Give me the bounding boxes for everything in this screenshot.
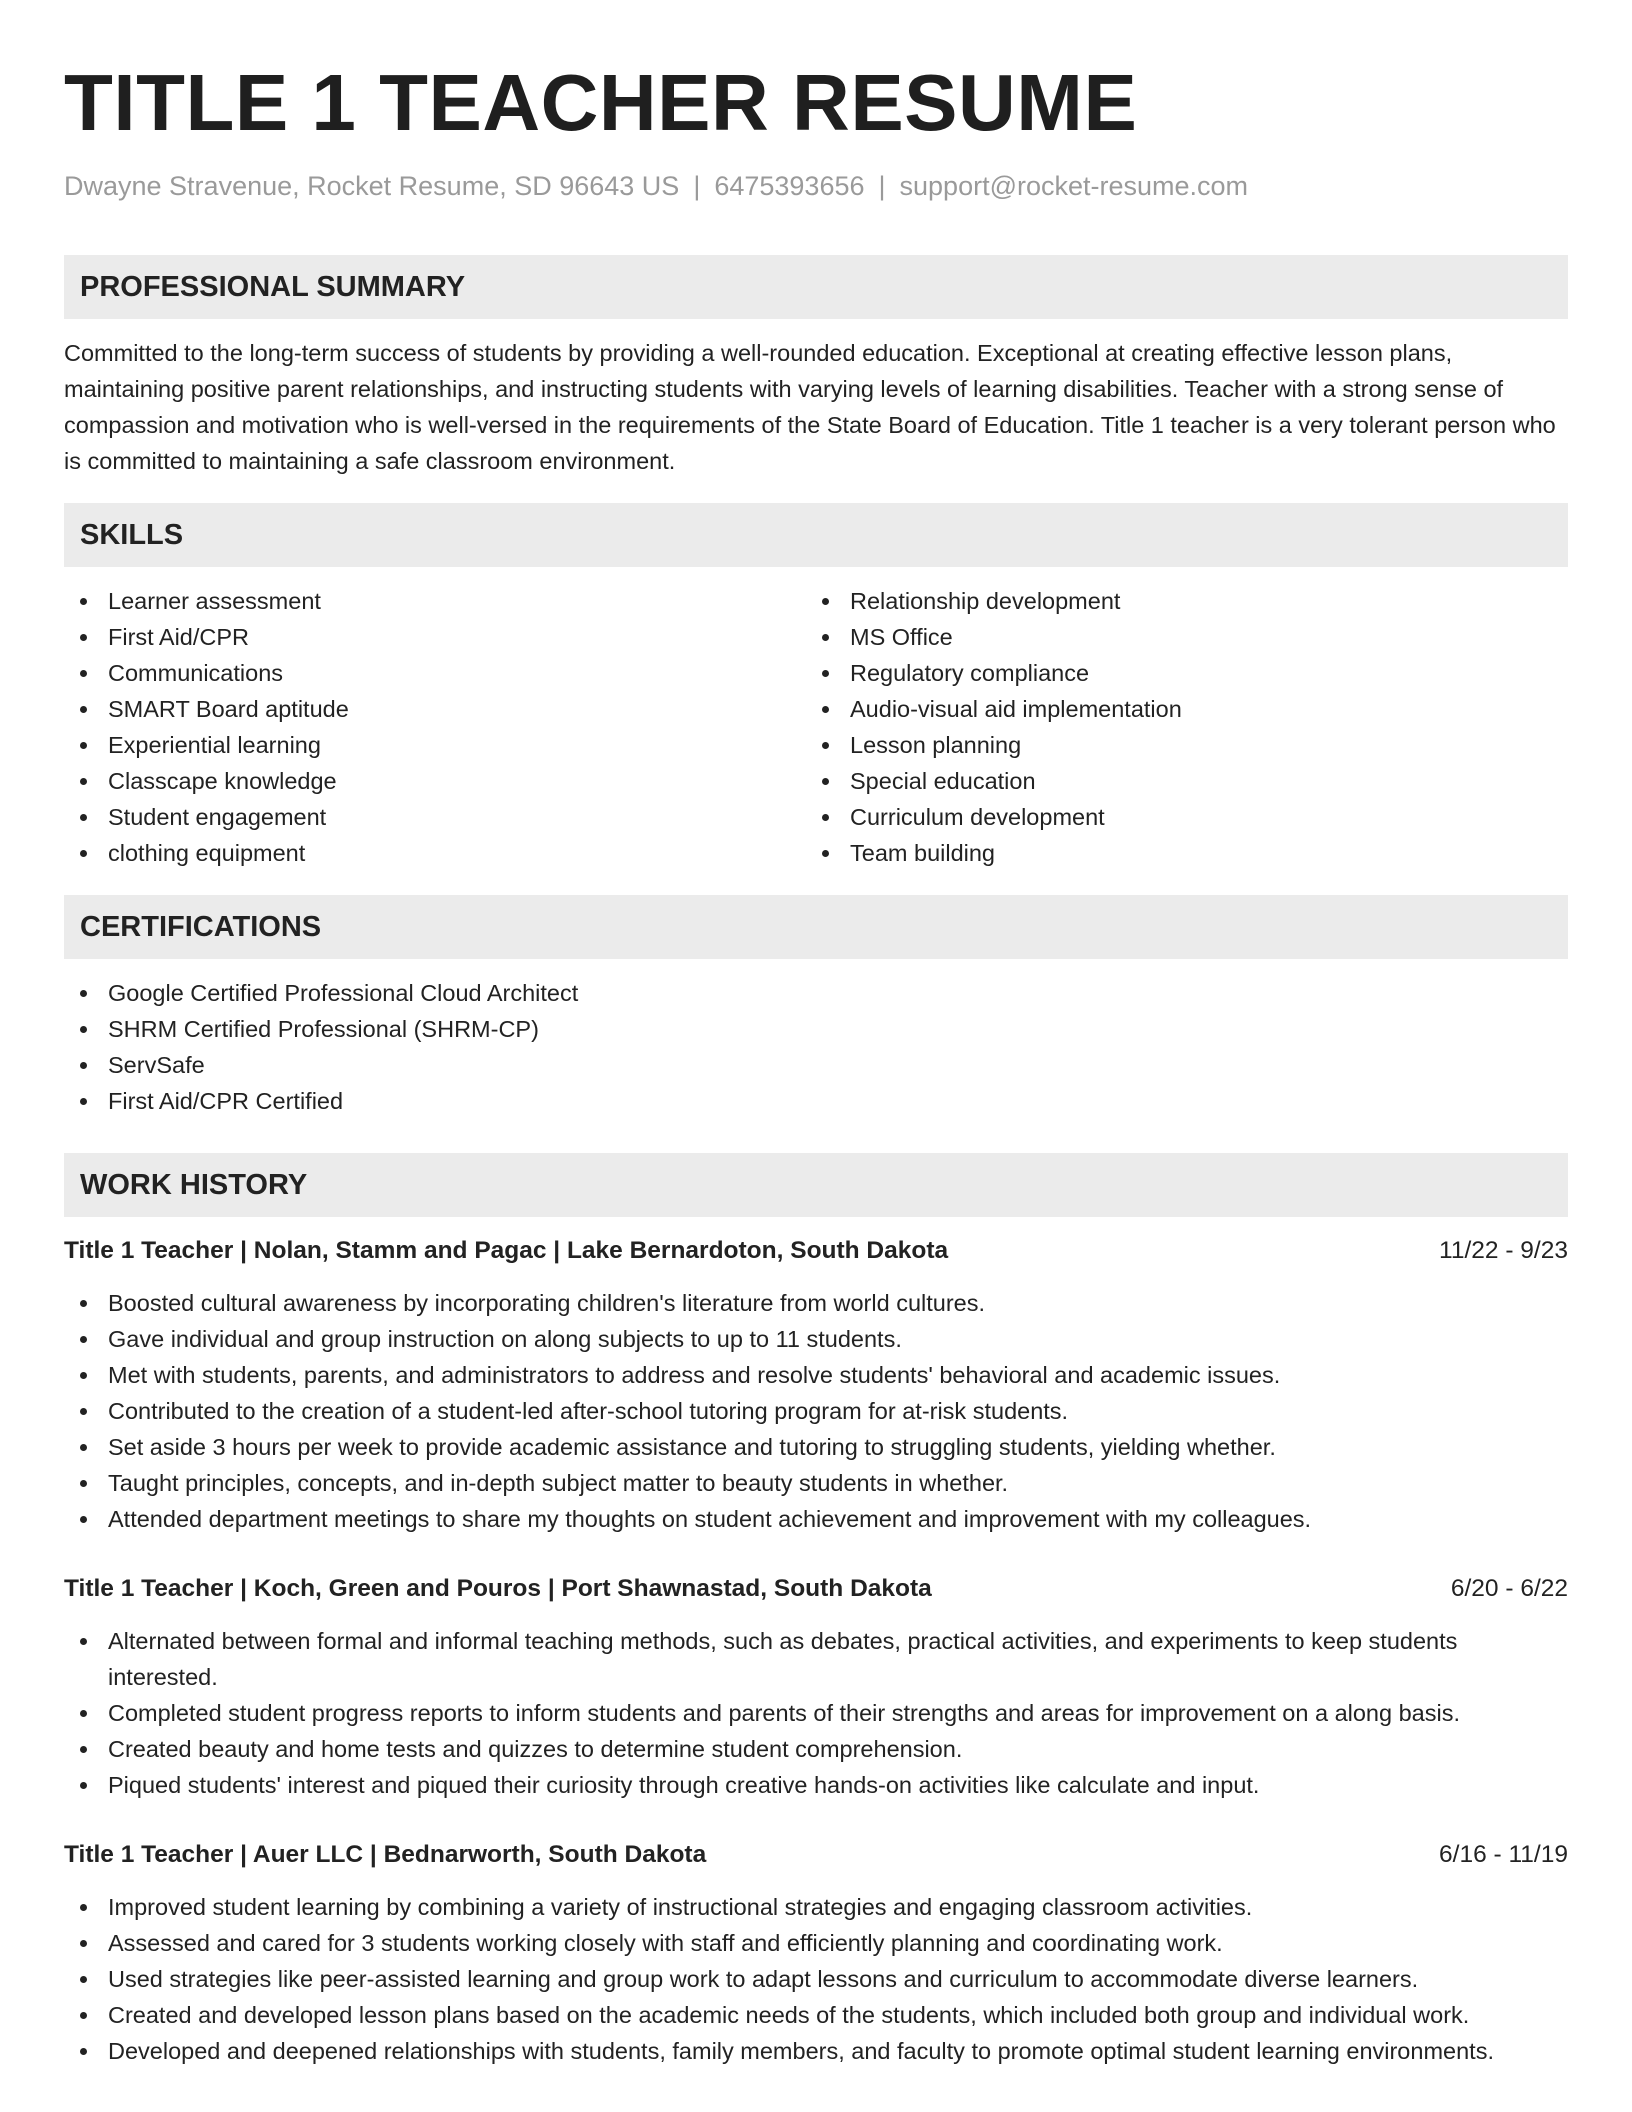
job-bullet: Assessed and cared for 3 students working closely with staff and efficiently planning and coordinating work.	[64, 1925, 1568, 1961]
job-dates: 6/16 - 11/19	[1439, 1841, 1568, 1868]
job-header	[64, 1233, 1568, 1269]
job-title-line: Title 1 Teacher | Auer LLC | Bednarworth, South Dakota	[64, 1841, 707, 1868]
job-bullet: Boosted cultural awareness by incorporating children's literature from world cultures.	[64, 1285, 1568, 1321]
job-dates: 6/20 - 6/22	[1450, 1575, 1568, 1602]
job-bullet-list	[64, 1889, 1568, 2069]
skill-item: MS Office	[806, 619, 1548, 655]
skill-item: First Aid/CPR	[64, 619, 806, 655]
job-bullet: Taught principles, concepts, and in-depth subject matter to beauty students in whether.	[64, 1465, 1568, 1501]
contact-line	[64, 168, 1568, 204]
skill-item: Learner assessment	[64, 583, 806, 619]
job-header	[64, 1571, 1568, 1607]
job-bullet: Alternated between formal and informal teaching methods, such as debates, practical activities, and experiments to keep students interested.	[64, 1623, 1568, 1695]
job-bullet: Contributed to the creation of a student-led after-school tutoring program for at-risk students.	[64, 1393, 1568, 1429]
skill-item: Relationship development	[806, 583, 1548, 619]
skills-column-left	[64, 583, 806, 871]
resume-page	[64, 0, 1568, 2069]
skill-item: Lesson planning	[806, 727, 1548, 763]
certification-item: First Aid/CPR Certified	[64, 1083, 1568, 1119]
job-bullet: Improved student learning by combining a variety of instructional strategies and engaging classroom activities.	[64, 1889, 1568, 1925]
job-bullet: Gave individual and group instruction on along subjects to up to 11 students.	[64, 1321, 1568, 1357]
skills-column-right	[806, 583, 1548, 871]
certification-item: Google Certified Professional Cloud Architect	[64, 975, 1568, 1011]
job-bullet: Attended department meetings to share my thoughts on student achievement and improvement with my colleagues.	[64, 1501, 1568, 1537]
job-bullet: Piqued students' interest and piqued their curiosity through creative hands-on activities like calculate and input.	[64, 1767, 1568, 1803]
certification-item: ServSafe	[64, 1047, 1568, 1083]
skill-item: Audio-visual aid implementation	[806, 691, 1548, 727]
skill-item: Classcape knowledge	[64, 763, 806, 799]
job-header	[64, 1837, 1568, 1873]
contact-phone: 6475393656	[714, 171, 865, 201]
contact-address: Dwayne Stravenue, Rocket Resume, SD 96643 US	[64, 171, 680, 201]
job-bullet: Created beauty and home tests and quizzes to determine student comprehension.	[64, 1731, 1568, 1767]
job-dates: 11/22 - 9/23	[1439, 1237, 1568, 1264]
job-bullet: Created and developed lesson plans based on the academic needs of the students, which included both group and individual work.	[64, 1997, 1568, 2033]
job-bullet: Used strategies like peer-assisted learning and group work to adapt lessons and curriculum to accommodate diverse learners.	[64, 1961, 1568, 1997]
job-entry	[64, 1233, 1568, 1537]
skill-item: Student engagement	[64, 799, 806, 835]
skill-item: clothing equipment	[64, 835, 806, 871]
job-title-line: Title 1 Teacher | Nolan, Stamm and Pagac | Lake Bernardoton, South Dakota	[64, 1237, 949, 1264]
skill-item: Communications	[64, 655, 806, 691]
skill-item: Team building	[806, 835, 1548, 871]
contact-separator: |	[693, 171, 701, 201]
job-bullet: Completed student progress reports to inform students and parents of their strengths and areas for improvement on a along basis.	[64, 1695, 1568, 1731]
job-entry	[64, 1571, 1568, 1803]
certification-item: SHRM Certified Professional (SHRM-CP)	[64, 1011, 1568, 1047]
job-bullet-list	[64, 1623, 1568, 1803]
resume-title: TITLE 1 TEACHER RESUME	[64, 58, 1138, 147]
skill-item: Regulatory compliance	[806, 655, 1548, 691]
summary-section-header: PROFESSIONAL SUMMARY	[64, 255, 1568, 319]
certifications-section-header: CERTIFICATIONS	[64, 895, 1568, 959]
contact-separator: |	[878, 171, 886, 201]
job-bullet: Met with students, parents, and administrators to address and resolve students' behavioral and academic issues.	[64, 1357, 1568, 1393]
summary-text: Committed to the long-term success of students by providing a well-rounded education. Exceptional at creating effective lesson plans, maintaining positive parent relationships, and instructing students with varying levels of learning disabilities. Teacher with a strong sense of compassion and motivation who is well-versed in the requirements of the State Board of Education. Title 1 teacher is a very tolerant person who is committed to maintaining a safe classroom environment.	[64, 340, 1556, 474]
job-bullet-list	[64, 1285, 1568, 1537]
job-bullet: Developed and deepened relationships with students, family members, and faculty to promote optimal student learning environments.	[64, 2033, 1568, 2069]
skill-item: Special education	[806, 763, 1548, 799]
skill-item: Curriculum development	[806, 799, 1548, 835]
contact-email[interactable]: support@rocket-resume.com	[899, 171, 1249, 201]
job-title-line: Title 1 Teacher | Koch, Green and Pouros | Port Shawnastad, South Dakota	[64, 1575, 932, 1602]
job-bullet: Set aside 3 hours per week to provide academic assistance and tutoring to struggling students, yielding whether.	[64, 1429, 1568, 1465]
skill-item: Experiential learning	[64, 727, 806, 763]
skills-grid	[64, 583, 1568, 871]
job-entry	[64, 1837, 1568, 2069]
certifications-list	[64, 975, 1568, 1119]
skill-item: SMART Board aptitude	[64, 691, 806, 727]
work-history-section-header: WORK HISTORY	[64, 1153, 1568, 1217]
skills-section-header: SKILLS	[64, 503, 1568, 567]
